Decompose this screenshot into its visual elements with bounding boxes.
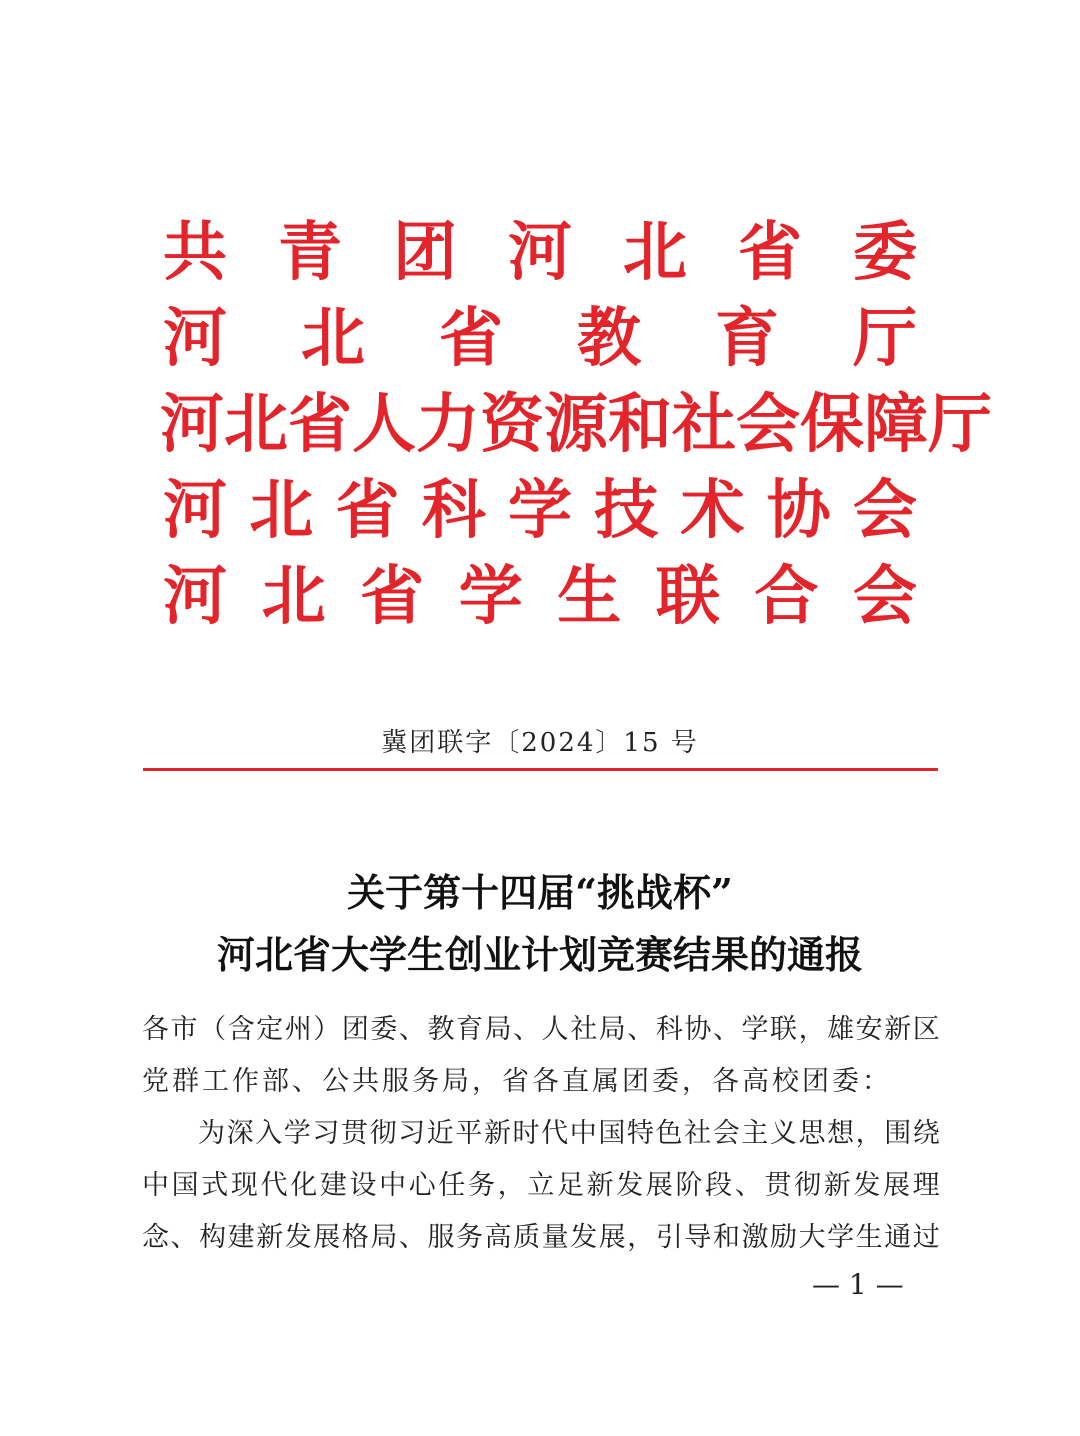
masthead-char: 科 (421, 473, 486, 548)
body-char: 心 (408, 1170, 436, 1201)
masthead-char: 联 (655, 559, 720, 634)
org-line-3 (160, 382, 992, 468)
masthead-char: 保 (800, 387, 864, 462)
masthead-char: 生 (557, 559, 622, 634)
body-char: 足 (556, 1170, 584, 1201)
body-char: 人 (541, 1014, 569, 1045)
body-char: 市 (170, 1014, 198, 1045)
body-char: 新 (483, 1118, 511, 1149)
body-char: 习 (398, 1118, 426, 1149)
body-char: 高 (484, 1222, 512, 1253)
issuing-organizations-masthead (160, 210, 992, 640)
body-char: 化 (290, 1170, 318, 1201)
body-char: 格 (341, 1222, 369, 1253)
body-char: 立 (527, 1170, 555, 1201)
masthead-char: 省 (439, 301, 503, 376)
org-line-2 (160, 296, 920, 382)
body-char: 思 (798, 1118, 826, 1149)
body-char: 社 (684, 1118, 712, 1149)
body-char: 各 (142, 1014, 169, 1045)
masthead-char: 北 (623, 215, 687, 290)
body-char: 时 (512, 1118, 540, 1149)
body-char: 绕 (912, 1118, 940, 1149)
body-char: 、 (712, 1014, 740, 1045)
red-separator-line (143, 768, 938, 771)
body-char: 社 (570, 1014, 598, 1045)
body-char: 州 (284, 1014, 312, 1045)
document-title (0, 862, 1080, 986)
body-line-4 (142, 1160, 940, 1212)
masthead-char: 术 (680, 473, 745, 548)
body-char: 中 (142, 1170, 169, 1201)
body-char: 教 (427, 1014, 455, 1045)
body-char: 学 (283, 1118, 311, 1149)
body-char: 彻 (369, 1118, 397, 1149)
masthead-char: 厅 (853, 301, 917, 376)
masthead-char: 力 (416, 387, 480, 462)
body-char: 展 (645, 1170, 673, 1201)
body-char: ， (497, 1170, 525, 1201)
body-char: 量 (541, 1222, 569, 1253)
body-char: 新 (586, 1170, 614, 1201)
page-number: — 1 — (812, 1268, 904, 1301)
body-line-3 (142, 1108, 940, 1160)
body-char: 国 (171, 1170, 199, 1201)
masthead-char: 合 (754, 559, 819, 634)
document-body (142, 1004, 940, 1264)
body-char: 务 (468, 1170, 496, 1201)
body-char: 义 (769, 1118, 797, 1149)
body-char: ） (313, 1014, 341, 1045)
org-line-4 (160, 468, 920, 554)
body-char: 、 (398, 1222, 426, 1253)
body-char: 育 (456, 1014, 484, 1045)
body-char: 理 (912, 1170, 940, 1201)
body-line-5 (142, 1212, 940, 1264)
document-number: 冀团联字〔2024〕15 号 (381, 728, 699, 758)
body-char: 展 (883, 1170, 911, 1201)
masthead-char: 资 (480, 387, 544, 462)
body-char: 、 (627, 1014, 655, 1045)
body-char: 协 (684, 1014, 712, 1045)
body-char: 大 (798, 1222, 826, 1253)
masthead-char: 会 (853, 473, 917, 548)
body-char: 安 (855, 1014, 883, 1045)
masthead-char: 学 (458, 559, 523, 634)
body-char: 引 (655, 1222, 683, 1253)
body-char: ， (627, 1222, 655, 1253)
body-char: 特 (626, 1118, 654, 1149)
masthead-char: 省 (738, 215, 802, 290)
masthead-char: 青 (278, 215, 342, 290)
masthead-char: 委 (853, 215, 917, 290)
body-char: 念 (142, 1222, 169, 1253)
body-char: 发 (570, 1222, 598, 1253)
body-char: 新 (884, 1014, 912, 1045)
masthead-char: 河 (163, 301, 227, 376)
body-char: 导 (684, 1222, 712, 1253)
body-char: 局 (370, 1222, 398, 1253)
body-char: 主 (741, 1118, 769, 1149)
body-char: 学 (741, 1014, 769, 1045)
body-char: 段 (705, 1170, 733, 1201)
body-char: 通 (884, 1222, 912, 1253)
body-char: 新 (823, 1170, 851, 1201)
body-char: 励 (770, 1222, 798, 1253)
masthead-char: 协 (766, 473, 831, 548)
body-char: 务 (456, 1222, 484, 1253)
body-char: 局 (484, 1014, 512, 1045)
masthead-char: 团 (393, 215, 457, 290)
body-char: 国 (598, 1118, 626, 1149)
body-char: 学 (827, 1222, 855, 1253)
body-line-2: 党群工作部、公共服务局，省各直属团委，各高校团委： (142, 1066, 892, 1097)
masthead-char: 河 (163, 473, 227, 548)
body-char: 彻 (794, 1170, 822, 1201)
body-char: 现 (230, 1170, 258, 1201)
body-char: 含 (227, 1014, 255, 1045)
body-char: 发 (616, 1170, 644, 1201)
body-char: 近 (426, 1118, 454, 1149)
masthead-char: 障 (864, 387, 928, 462)
masthead-char: 人 (352, 387, 416, 462)
body-char: 、 (513, 1014, 541, 1045)
body-char: 发 (853, 1170, 881, 1201)
body-char: 、 (170, 1222, 198, 1253)
body-char: ， (855, 1118, 883, 1149)
masthead-char: 省 (360, 559, 425, 634)
body-char: 任 (438, 1170, 466, 1201)
masthead-char: 育 (715, 301, 779, 376)
body-char: 区 (912, 1014, 940, 1045)
body-char: 发 (284, 1222, 312, 1253)
body-char: 委 (370, 1014, 398, 1045)
body-char: 想 (827, 1118, 855, 1149)
body-char: 建 (319, 1170, 347, 1201)
masthead-char: 河 (163, 559, 227, 634)
masthead-char: 社 (672, 387, 736, 462)
body-char: 展 (313, 1222, 341, 1253)
body-char: 构 (199, 1222, 227, 1253)
masthead-char: 省 (335, 473, 400, 548)
body-line-1 (142, 1004, 940, 1056)
body-char: 展 (598, 1222, 626, 1253)
body-char: 贯 (764, 1170, 792, 1201)
body-char: 联 (770, 1014, 798, 1045)
org-line-1 (160, 210, 920, 296)
masthead-char: 教 (577, 301, 641, 376)
body-char: 建 (227, 1222, 255, 1253)
body-char: 式 (201, 1170, 229, 1201)
body-char: 代 (541, 1118, 569, 1149)
body-char: 平 (455, 1118, 483, 1149)
masthead-char: 会 (736, 387, 800, 462)
title-line-1: 关于第十四届“挑战杯” (347, 870, 733, 915)
body-char: 会 (712, 1118, 740, 1149)
body-char: 中 (569, 1118, 597, 1149)
body-char: ， (798, 1014, 826, 1045)
body-char: （ (199, 1014, 227, 1045)
body-char: 雄 (827, 1014, 855, 1045)
masthead-char: 和 (608, 387, 672, 462)
body-char: 团 (341, 1014, 369, 1045)
body-char: 设 (349, 1170, 377, 1201)
masthead-char: 北 (301, 301, 365, 376)
masthead-char: 河 (508, 215, 572, 290)
body-char: 定 (256, 1014, 284, 1045)
masthead-char: 省 (288, 387, 352, 462)
masthead-char: 共 (163, 215, 227, 290)
org-line-5 (160, 554, 920, 640)
body-char: 过 (912, 1222, 940, 1253)
body-char: 新 (256, 1222, 284, 1253)
body-char: 中 (379, 1170, 407, 1201)
body-char: 、 (398, 1014, 426, 1045)
body-char: 局 (598, 1014, 626, 1045)
masthead-char: 河 (160, 387, 224, 462)
body-char: 贯 (340, 1118, 368, 1149)
body-char: 习 (312, 1118, 340, 1149)
body-char: 代 (260, 1170, 288, 1201)
body-char: 和 (712, 1222, 740, 1253)
masthead-char: 源 (544, 387, 608, 462)
masthead-char: 会 (852, 559, 917, 634)
body-char: 深 (226, 1118, 254, 1149)
body-char: 色 (655, 1118, 683, 1149)
body-char: 质 (513, 1222, 541, 1253)
masthead-char: 厅 (928, 387, 992, 462)
body-char: 激 (741, 1222, 769, 1253)
masthead-char: 北 (261, 559, 326, 634)
masthead-char: 北 (224, 387, 288, 462)
body-char: 、 (734, 1170, 762, 1201)
body-char: 为 (198, 1118, 225, 1149)
body-char: 生 (855, 1222, 883, 1253)
masthead-char: 北 (249, 473, 314, 548)
body-char: 围 (884, 1118, 912, 1149)
body-char: 科 (655, 1014, 683, 1045)
title-line-2: 河北省大学生创业计划竞赛结果的通报 (216, 932, 863, 977)
masthead-char: 技 (594, 473, 659, 548)
body-char: 服 (427, 1222, 455, 1253)
body-char: 入 (255, 1118, 283, 1149)
masthead-char: 学 (508, 473, 572, 548)
body-char: 阶 (675, 1170, 703, 1201)
